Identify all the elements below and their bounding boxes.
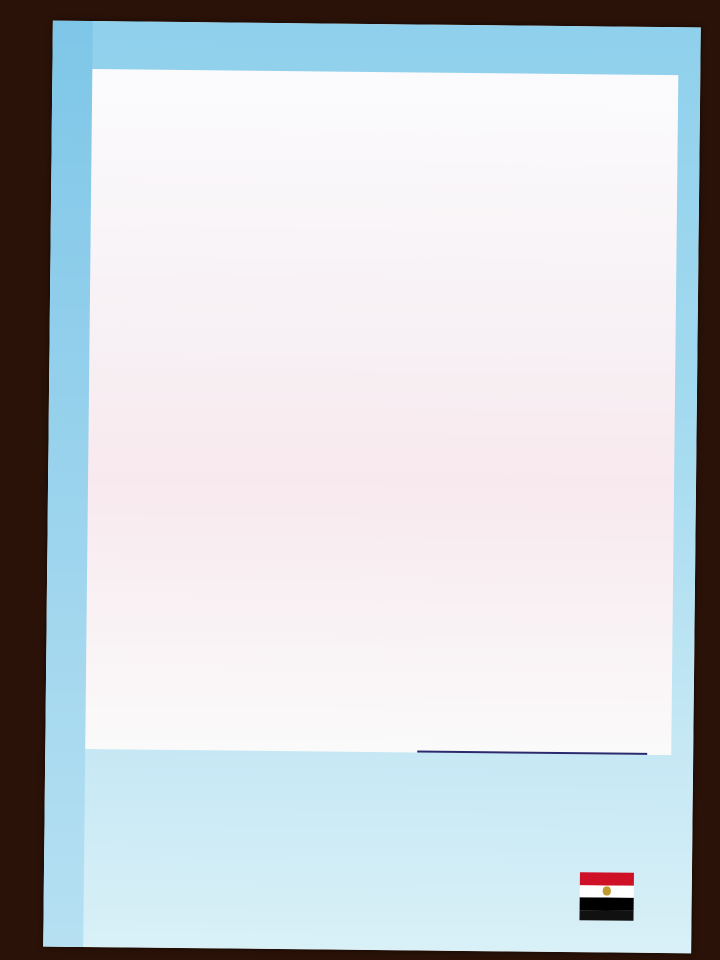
ruled-writing-area [85,69,678,755]
flag-caption [579,910,633,921]
egypt-flag-logo [580,872,634,911]
notebook-page [43,21,701,954]
